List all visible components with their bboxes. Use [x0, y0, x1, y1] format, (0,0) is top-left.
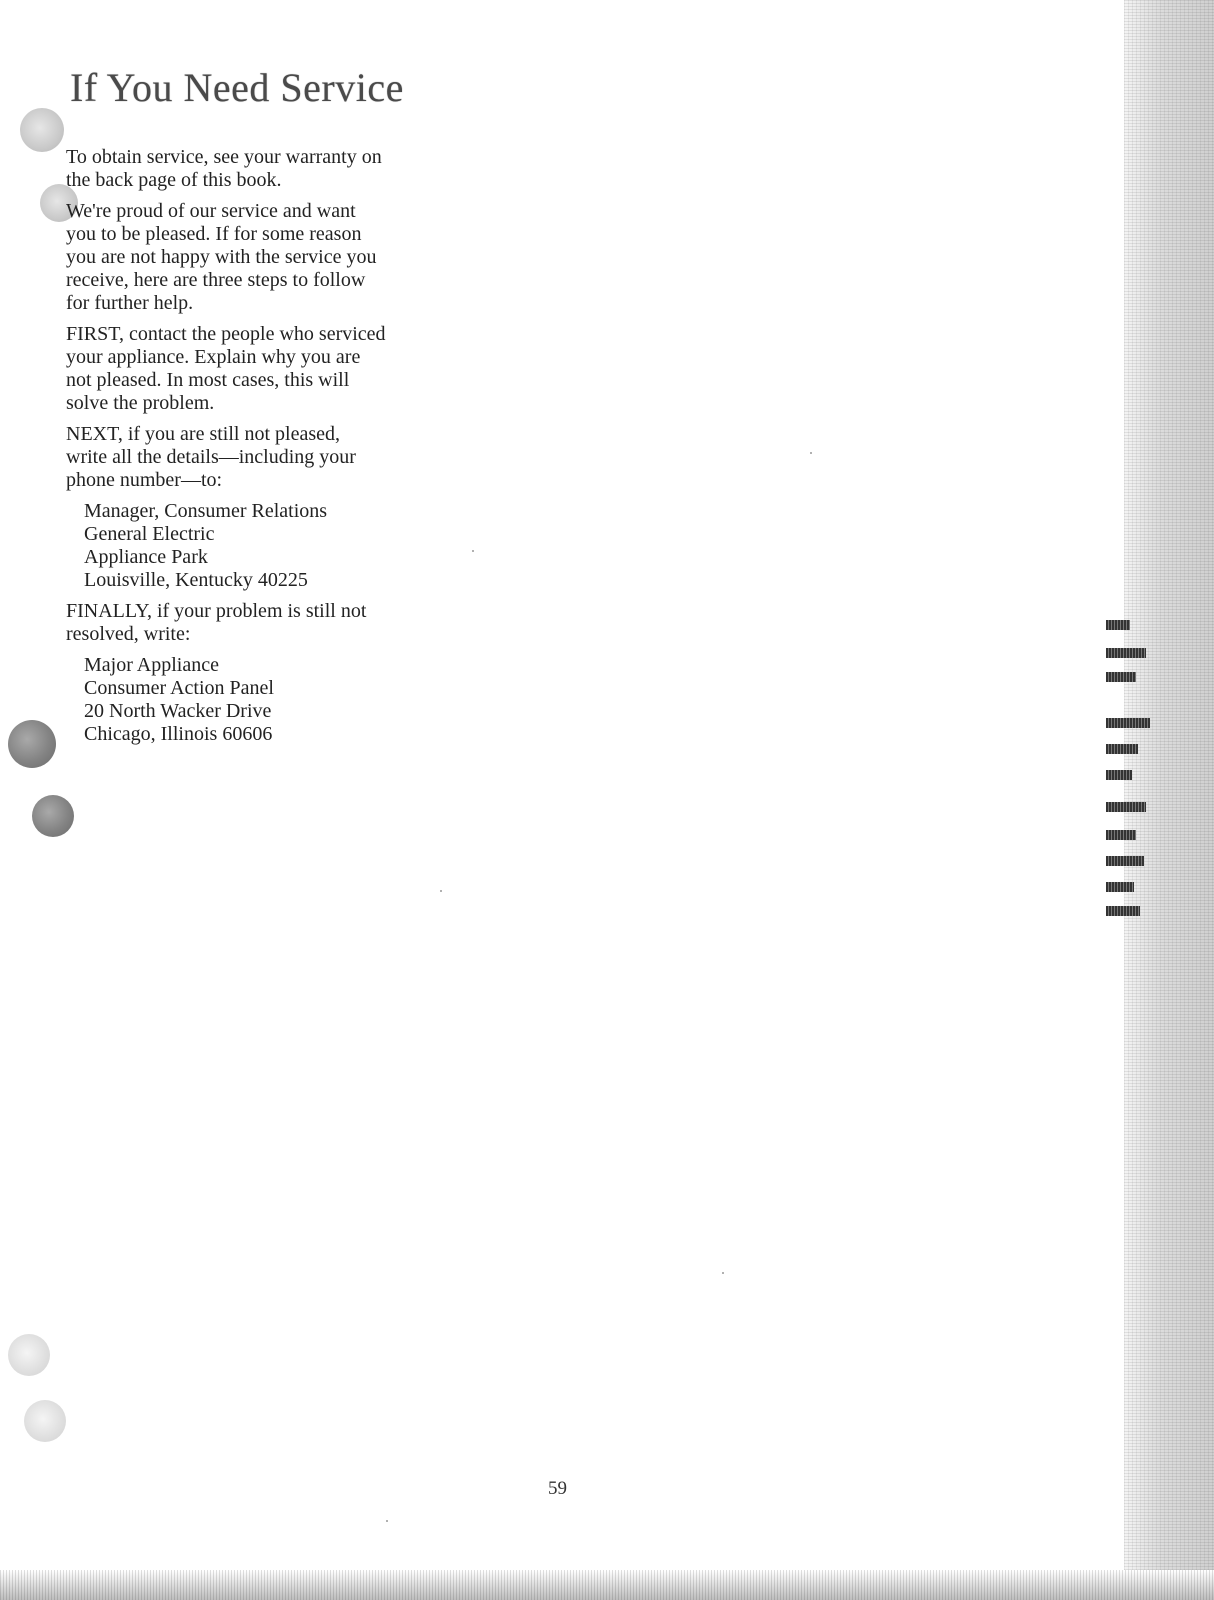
action-panel-address — [84, 654, 386, 746]
address-line: Major Appliance — [84, 654, 219, 676]
address-line: Appliance Park — [84, 546, 208, 568]
address-line: 20 North Wacker Drive — [84, 700, 272, 722]
warranty-paragraph: To obtain service, see your warranty on the back page of this book. — [66, 146, 382, 191]
next-step-paragraph: NEXT, if you are still not pleased, write all the details—including your phone number—to: — [66, 423, 356, 491]
punch-hole — [24, 1400, 66, 1442]
tab-mark — [1106, 856, 1144, 866]
consumer-relations-address — [84, 500, 386, 592]
page-number: 59 — [548, 1478, 567, 1499]
tab-mark — [1106, 802, 1146, 812]
punch-hole — [8, 720, 56, 768]
scan-speck — [722, 1272, 724, 1274]
scan-speck — [472, 550, 474, 552]
punch-hole — [20, 108, 64, 152]
tab-mark — [1106, 718, 1150, 728]
tab-mark — [1106, 744, 1138, 754]
tab-mark — [1106, 672, 1136, 682]
tab-mark — [1106, 770, 1132, 780]
scan-speck — [810, 452, 812, 454]
address-line: General Electric — [84, 523, 215, 545]
address-line: Chicago, Illinois 60606 — [84, 723, 273, 745]
tab-mark — [1106, 882, 1134, 892]
service-pride-paragraph: We're proud of our service and want you to be pleased. If for some reason you are not happy with the service you receive, here are three steps to follow for further help. — [66, 200, 377, 314]
first-step-paragraph: FIRST, contact the people who serviced your appliance. Explain why you are not pleased. In most cases, this will solve the problem. — [66, 323, 386, 414]
final-step-paragraph: FINALLY, if your problem is still not resolved, write: — [66, 600, 367, 645]
address-line: Consumer Action Panel — [84, 677, 274, 699]
address-line: Manager, Consumer Relations — [84, 500, 328, 522]
scanned-bottom-edge — [0, 1570, 1214, 1600]
punch-hole — [8, 1334, 50, 1376]
punch-hole — [32, 795, 74, 837]
scan-speck — [386, 1520, 388, 1522]
tab-mark — [1106, 906, 1140, 916]
scan-speck — [440, 890, 442, 892]
page-title: If You Need Service — [70, 65, 404, 110]
tab-mark — [1106, 620, 1130, 630]
service-instructions — [66, 146, 386, 754]
tab-mark — [1106, 648, 1146, 658]
index-tab-marks — [1106, 620, 1154, 940]
tab-mark — [1106, 830, 1136, 840]
scanned-margin-strip — [1124, 0, 1214, 1600]
address-line: Louisville, Kentucky 40225 — [84, 569, 308, 591]
